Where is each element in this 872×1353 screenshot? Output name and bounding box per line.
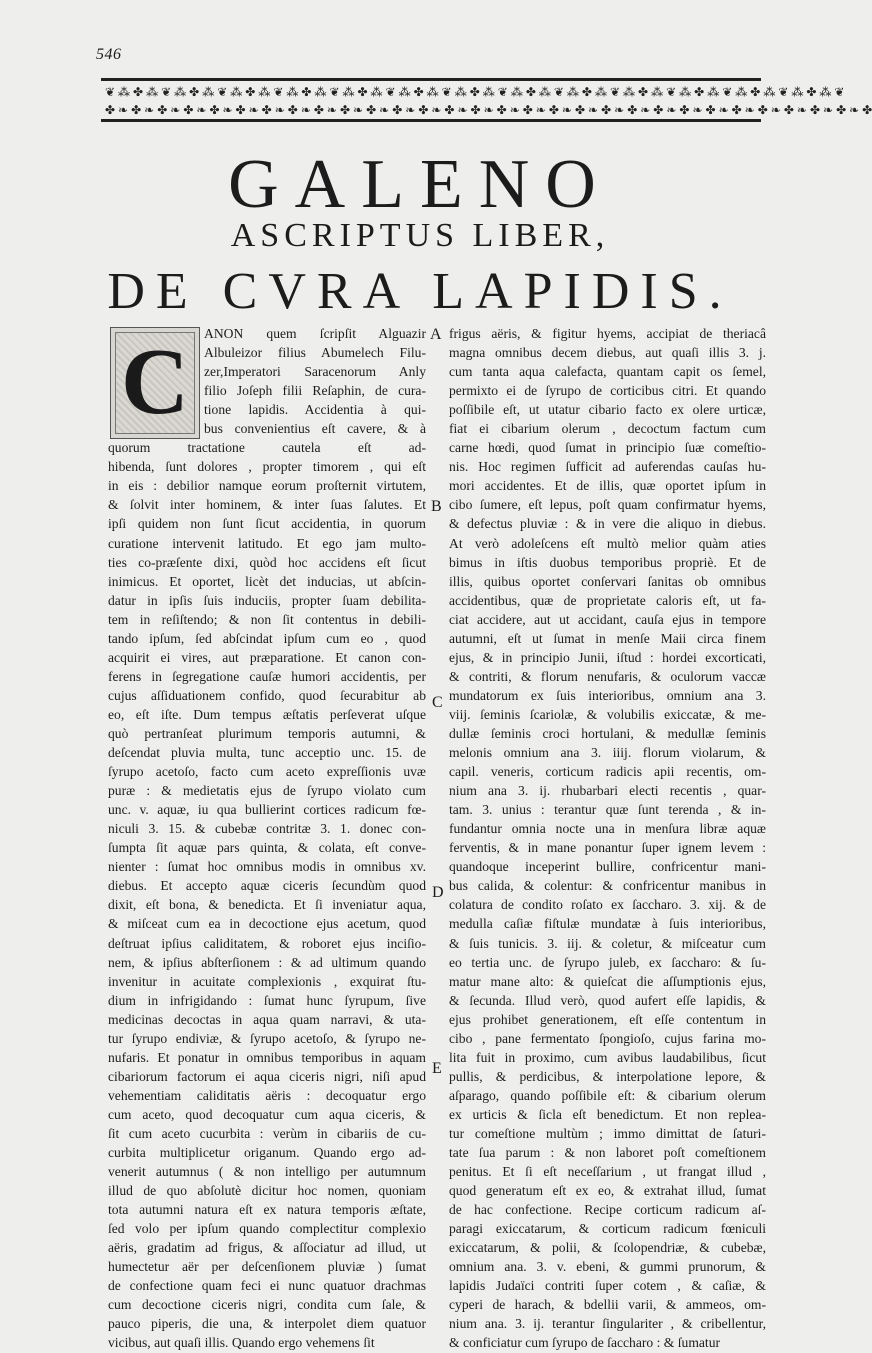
left-column-line: bus convenientius eſt cavere, & à: [204, 421, 426, 437]
left-column-line: ferens in ſegregatione cauſæ humori accidentis, per: [108, 668, 426, 684]
right-column-line: penitus. Et ſi eſt neceſſarium , ut frangat illud ,: [449, 1164, 766, 1180]
right-column-line: cibo ſumere, eſt lepus, poſt quam confirmatur hyems,: [449, 497, 766, 513]
left-column-line: & ſolvit inter hominem, & inter ſuas ſalutes. Et: [108, 497, 426, 513]
left-column-line: humectetur aër per deſcenſionem pluviæ ) ſumat: [108, 1259, 426, 1275]
right-column-line: & conficiatur cum ſyrupo de ſaccharo : & ſumatur: [449, 1335, 721, 1351]
left-column-line: in eis : debilior namque eorum proſternit virtutem,: [108, 478, 426, 494]
left-column-line: ſed volo per ipſum quando complectitur complexio: [108, 1221, 426, 1237]
right-text-column: [449, 324, 766, 1353]
right-column-line: poſſibile eſt, ut utatur cibario facto ex olere urticæ,: [449, 402, 766, 418]
right-column-line: accidentibus, quæ de proprietate caloris eſt, ut fa-: [449, 592, 766, 608]
right-column-line: ferventis, & in mane ponantur ſuper ignem levem :: [449, 840, 766, 856]
left-column-line: Albuleizor filius Abumelech Filu-: [204, 345, 426, 361]
right-column-line: dullæ ſeminis croci hortulani, & medullæ ſeminis: [449, 725, 766, 741]
title-galeno: GALENO: [228, 146, 612, 223]
margin-marker-e: E: [432, 1060, 442, 1077]
right-column-line: autumni, eſt ut ſumat in menſe Maii circa finem: [449, 630, 766, 646]
right-column-line: paragi exiccatarum, & corticum radicum fœniculi: [449, 1221, 766, 1237]
left-column-line: ties co-præſente dixi, quòd hoc accidens eſt ſicut: [108, 554, 426, 570]
left-column-line: vicibus, aut quaſi illis. Quando ergo vehemens ſit: [108, 1335, 375, 1351]
title-de-cura-lapidis: DE CVRA LAPIDIS.: [107, 263, 733, 320]
right-column-line: carne hœdi, quod ſumat in principio ſuæ comeſtio-: [449, 440, 766, 456]
left-column-line: nufaris. Et ponatur in omnibus temporibus in aquam: [108, 1049, 426, 1065]
right-column-line: aſparago, quando poſſibile eſt: & cibarium olerum: [449, 1087, 766, 1103]
right-column-line: illis, quibus oportet conſervari ſanitas ob omnibus: [449, 573, 766, 589]
margin-marker-b: B: [431, 498, 442, 515]
left-column-line: de confectione quam feci ei nunc quatuor drachmas: [108, 1278, 426, 1294]
right-column-line: magna omnibus decem diebus, aut quaſi illis 3. j.: [449, 345, 766, 361]
left-column-line: unc. v. aquæ, iu qua bullierint cortices radicum fœ-: [108, 802, 426, 818]
right-column-line: cum tanta aqua calefacta, quantam capit os ſemel,: [449, 364, 766, 380]
left-column-line: cum aceto, quod decoquatur cum aqua ciceris, &: [108, 1106, 426, 1122]
right-column-line: cyperi de harach, & bdellii varii, & ammeos, om-: [449, 1297, 766, 1313]
right-column-line: lita fuit in proximo, cum avibus laudabilibus, ſicut: [449, 1049, 766, 1065]
right-column-line: omnium ana. 3. v. ebeni, & gummi prunorum, &: [449, 1259, 766, 1275]
left-column-line: quò pertranſeat plurimum temporis autumni, &: [108, 725, 426, 741]
ornamental-header-band: [101, 78, 872, 122]
right-column-line: nium ana 3. ij. rhubarbari electi recentis , quar-: [449, 783, 766, 799]
left-column-line: puræ : & medietatis ejus de ſyrupo violato cum: [108, 783, 426, 799]
left-column-line: filio Joſeph filii Reſaphin, de cura-: [204, 383, 426, 399]
right-column-line: fundantur omnia nocte una in menſura libræ aquæ: [449, 821, 766, 837]
right-column-line: eo tertia unc. de ſyrupo juleb, ex ſaccharo: & ſu-: [449, 954, 766, 970]
right-column-line: viij. ſeminis ſcariolæ, & volubilis exiccatæ, & me-: [449, 706, 766, 722]
right-column-line: & ſecunda. Illud verò, quod aufert eſſe lapidis, &: [449, 992, 766, 1008]
left-column-line: tione lapidis. Accidentia à qui-: [204, 402, 426, 418]
left-column-line: tota autumni natura eſt ex natura temporis æſtate,: [108, 1202, 426, 1218]
left-column-line: cujus aſſiduationem confido, quod ſecurabitur ab: [108, 687, 426, 703]
left-column-line: venerit autumnus ( & non intelligo per autumnum: [108, 1164, 426, 1180]
left-column-line: ſyrupo acetoſo, facto cum aceto expreſſionis uvæ: [108, 764, 426, 780]
left-column-line: ſumpta ſit aquæ pars quinta, & colata, eſt conve-: [108, 840, 426, 856]
right-column-line: & contriti, & florum nenufaris, & oculorum vaccæ: [449, 668, 766, 684]
left-column-line: acquirit ei vires, aut præparatione. Et canon con-: [108, 649, 426, 665]
right-column-line: matur mane alto: & quieſcat die aſſumptionis ejus,: [449, 973, 766, 989]
right-column-line: de hac confectione. Recipe corticum radicum aſ-: [449, 1202, 766, 1218]
left-column-line: aëris, gradatim ad frigus, & aſſociatur ad illud, ut: [108, 1240, 426, 1256]
right-column-line: pullis, & perdicibus, & interpolatione lepore, &: [449, 1068, 766, 1084]
margin-marker-d: D: [432, 884, 444, 901]
left-column-line: dixit, eſt bona, & benedicta. Et ſi inveniatur aqua,: [108, 897, 426, 913]
left-column-line: diebus. Et accepto aquæ ciceris ſecundùm quod: [108, 878, 426, 894]
left-column-line: curbita multiplicetur origanum. Quando ergo ad-: [108, 1145, 426, 1161]
right-column-line: medulla caſiæ fiſtulæ mundatæ à ſuis interioribus,: [449, 916, 766, 932]
drop-cap-letter: C: [121, 330, 189, 434]
right-column-line: mori accidentes. Et de illis, quæ oportet ipſum in: [449, 478, 766, 494]
right-column-line: bus calida, & colentur: & confricentur manibus in: [449, 878, 766, 894]
right-column-line: capil. veneris, corticum radicis apii recentis, om-: [449, 764, 766, 780]
left-column-line: deſcendat pluvia multa, tunc acceptio unc. 15. de: [108, 745, 426, 761]
left-column-line: zer,Imperatori Saracenorum Anly: [204, 364, 426, 380]
margin-marker-a: A: [430, 326, 442, 343]
ornament-row-top: ❦ ⁂ ✤ ⁂ ❦ ⁂ ✤ ⁂ ❦ ⁂ ✤ ⁂ ❦ ⁂ ✤ ⁂ ❦ ⁂ ✤ ⁂ ❦ ⁂ ✤ ⁂ ❦ ⁂ ✤ ⁂ ❦ ⁂ ✤ ⁂ ❦ ⁂ ✤ ⁂ ❦ ⁂ ✤ ⁂ ❦ ⁂ ✤ ⁂ ❦ ⁂ ✤ ⁂ ❦ ⁂ ✤ ⁂ ❦: [105, 85, 845, 99]
right-column-line: colatura de condito roſato ex ſaccharo. 3. xij. & de: [449, 897, 766, 913]
page-number: 546: [96, 46, 122, 63]
right-column-line: nis. Hoc regimen ſufficit ad auferendas cauſas hu-: [449, 459, 766, 475]
left-column-line: nienter : ſumat hoc omnibus modis in omnibus xv.: [108, 859, 426, 875]
right-column-line: nium ana. 3. ij. terantur ſingulariter , & cribellentur,: [449, 1316, 766, 1332]
right-column-line: ejus prohibet generationem, eſt eſſe contentum in: [449, 1011, 766, 1027]
left-column-line: & miſceat cum ea in decoctione ejus acetum, quod: [108, 916, 426, 932]
left-column-line: cum decoctione ciceris nigri, condita cum ſale, &: [108, 1297, 426, 1313]
left-column-line: deſtruat ipſius caliditatem, & roboret ejus inciſio-: [108, 935, 426, 951]
right-column-line: tam. 3. unius : terantur quæ ſunt terenda , & in-: [449, 802, 766, 818]
ornament-row-bottom: ✤ ❧ ✤ ❧ ✤ ❧ ✤ ❧ ✤ ❧ ✤ ❧ ✤ ❧ ✤ ❧ ✤ ❧ ✤ ❧ ✤ ❧ ✤ ❧ ✤ ❧ ✤ ❧ ✤ ❧ ✤ ❧ ✤ ❧ ✤ ❧ ✤ ❧ ✤ ❧ ✤ ❧ ✤ ❧ ✤ ❧ ✤ ❧ ✤ ❧ ✤ ❧ ✤ ❧ ✤ ❧ ✤ ❧ ✤: [105, 103, 872, 117]
left-column-line: eo, eſt iſte. Dum tempus æſtatis perſeverat uſque: [108, 706, 426, 722]
right-column-line: & ſuis tunicis. 3. iij. & coletur, & miſceatur cum: [449, 935, 766, 951]
right-column-line: melonis omnium ana 3. iiij. florum violarum, &: [449, 745, 766, 761]
right-column-line: permixto ei de ſyrupo de corticibus citri. Et quando: [449, 383, 766, 399]
right-column-line: tate ſua parum : & non laboret poſt comeſtionem: [449, 1145, 766, 1161]
left-column-line: cibariorum factorum ei aqua ciceris nigri, niſi apud: [108, 1068, 426, 1084]
left-column-line: dium in infrigidando : ſumat hunc ſyrupum, ſive: [108, 992, 426, 1008]
left-column-line: vehementiam caliditatis aëris : decoquatur ergo: [108, 1087, 426, 1103]
left-column-line: niculi 3. 15. & cubebæ contritæ 3. 1. donec con-: [108, 821, 426, 837]
left-column-line: invenitur in acuitate complexionis , exquirat ſtu-: [108, 973, 426, 989]
margin-marker-c: C: [432, 694, 443, 711]
left-column-line: illud de quo abſolutè dicitur hoc nomen, quoniam: [108, 1183, 426, 1199]
right-column-line: lapidis Judaïci contriti ſuper cotem , & caſiæ, &: [449, 1278, 766, 1294]
right-column-line: ex urticis & ſicla eſt benedictum. Et non replea-: [449, 1106, 766, 1122]
right-column-line: At verò adoleſcens eſt multò melior quàm aties: [449, 535, 766, 551]
left-column-line: tur ſyrupo endiviæ, & ſyrupo acetoſo, & ſyrupo ne-: [108, 1030, 426, 1046]
right-column-line: quod generatum eſt ex eo, & extrahat illud, ſumat: [449, 1183, 766, 1199]
left-column-line: ſit cum aceto cucurbita : verùm in cibariis de cu-: [108, 1125, 426, 1141]
left-column-line: datur in ipſis ſuis induciis, propter ſuam debilita-: [108, 592, 426, 608]
left-column-line: pauco piperis, die una, & interpolet diem quatuor: [108, 1316, 426, 1332]
left-column-line: inimicus. Et oportet, licèt det inducias, ut abſcin-: [108, 573, 426, 589]
right-column-line: & defectus pluviæ : & in vere die aliquo in diebus.: [449, 516, 766, 532]
left-column-line: quorum tractatione cautela eſt ad-: [108, 440, 426, 456]
left-column-line: ANON quem ſcripſit Alguazir: [204, 326, 426, 341]
title-ascriptus-liber: ASCRIPTUS LIBER,: [230, 217, 610, 254]
right-column-line: exiccatarum, & polii, & ſcolopendriæ, & cubebæ,: [449, 1240, 766, 1256]
right-column-line: quandoque inceperint bullire, confricentur mani-: [449, 859, 766, 875]
left-column-line: medicinas decoctas in aqua quam narravi, & uta-: [108, 1011, 426, 1027]
left-text-column: [108, 324, 426, 1353]
left-column-line: curatione intervenit latitudo. Et ego jam multo-: [108, 535, 426, 551]
right-column-line: mundatorum ex ſuis interioribus, omnium ana 3.: [449, 687, 766, 703]
left-column-line: ipſi quidem non ſunt ſicut accidentia, in quorum: [108, 516, 426, 532]
left-column-line: tem in reſiſtendo; & non ſit contentus in debili-: [108, 611, 426, 627]
right-column-line: ciat accidere, aut ut accidant, cauſa ejus in tempore: [449, 611, 766, 627]
right-column-line: tur comeſtione multùm ; immo dimittat de ſaturi-: [449, 1125, 766, 1141]
left-column-line: nem, & ipſius abſterſionem : & ad ultimum quando: [108, 954, 426, 970]
right-column-line: ejus, & in principio Junii, iſtud : hordei excorticati,: [449, 649, 766, 665]
right-column-line: fiat ei cibarium olerum , decoctum factum cum: [449, 421, 766, 437]
left-column-line: hibenda, ſunt dolores , propter timorem , qui eſt: [108, 459, 426, 475]
right-column-line: cibo , pane fermentato ſpongioſo, cujus farina mo-: [449, 1030, 766, 1046]
right-column-line: frigus aëris, & figitur hyems, accipiat de theriacâ: [449, 326, 766, 341]
right-column-line: bimus in iſtis duobus temporibus propriè. Et de: [449, 554, 766, 570]
left-column-line: tando ipſum, ſed abſcindat ipſum cum eo , quod: [108, 630, 426, 646]
